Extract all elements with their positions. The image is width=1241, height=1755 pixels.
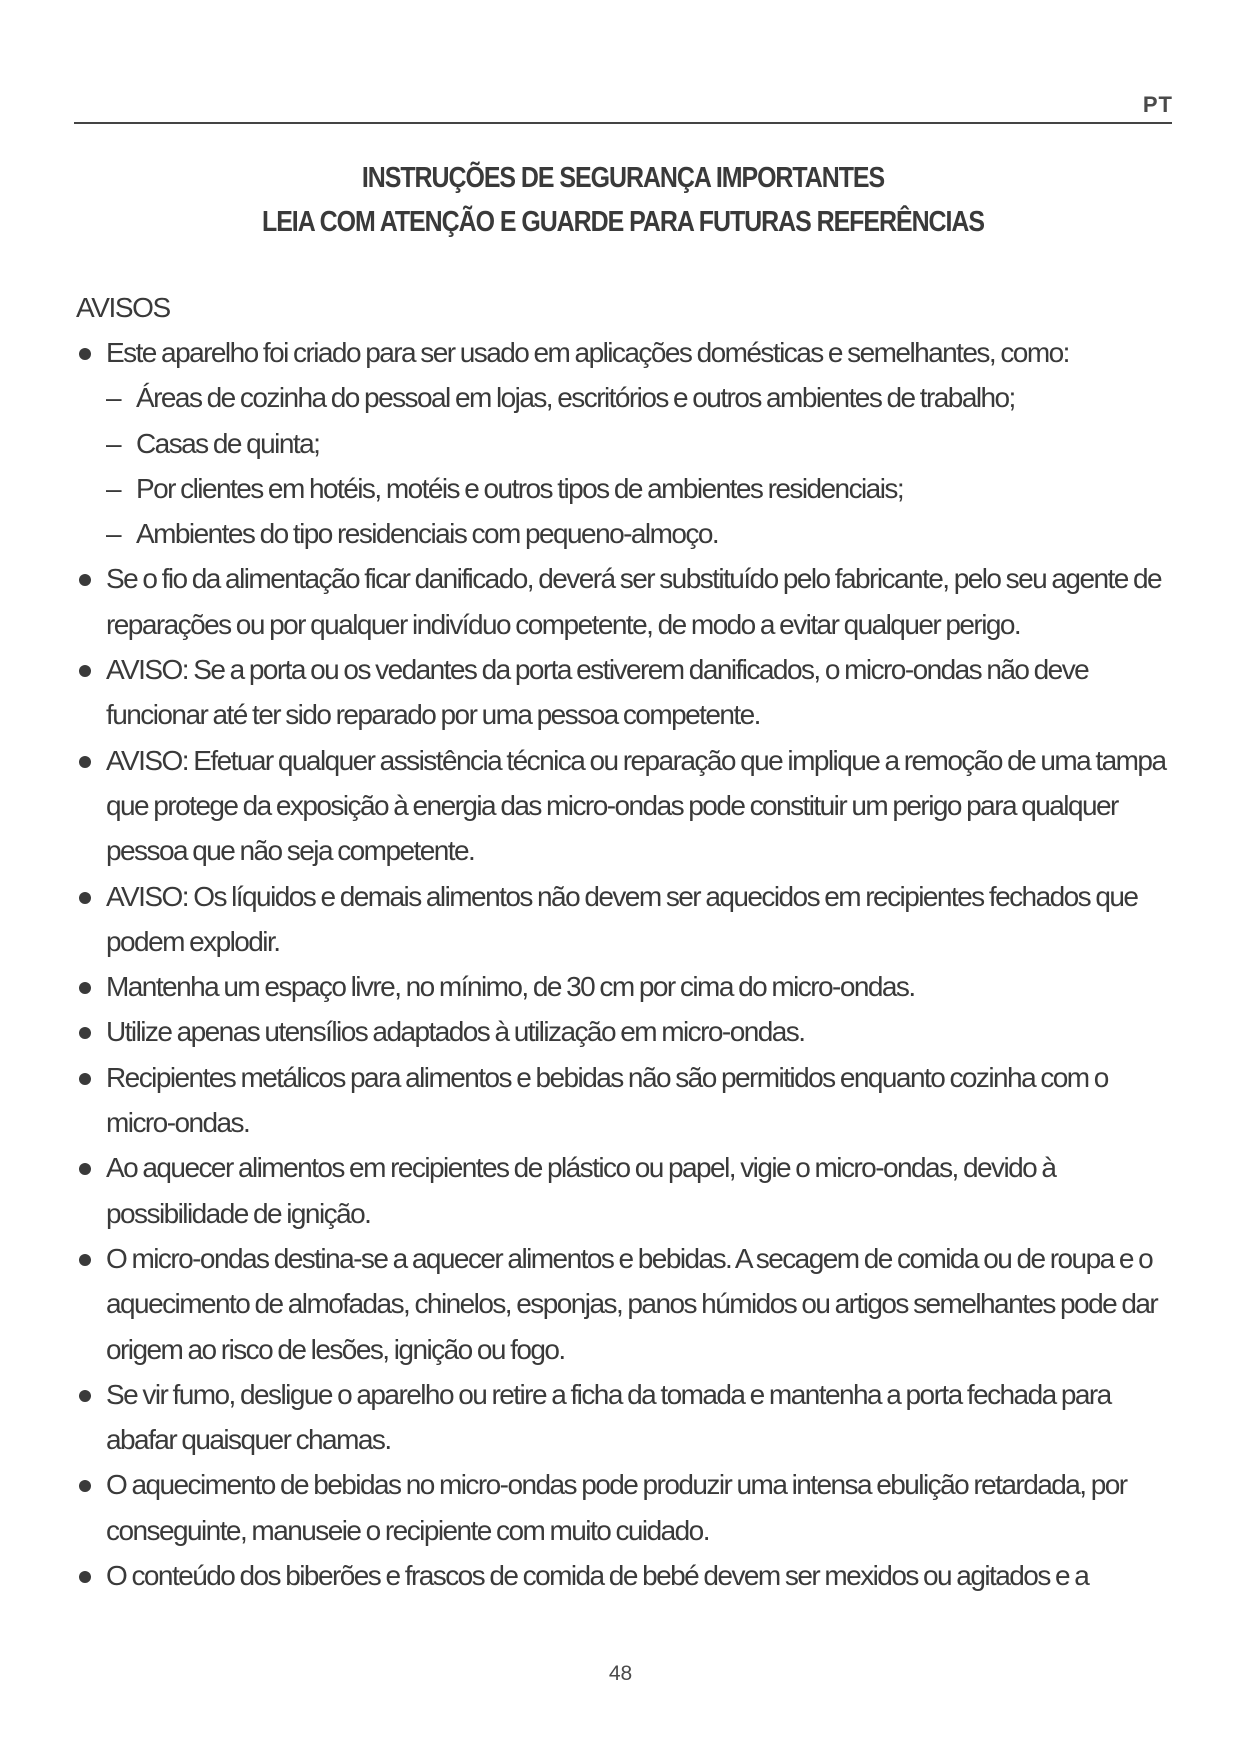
warning-item: Utilize apenas utensílios adaptados à utilização em micro-ondas.: [76, 1009, 1176, 1054]
language-tag: PT: [1142, 92, 1173, 117]
page-number: 48: [608, 1662, 633, 1685]
usage-sublist: [106, 375, 1176, 556]
title-block: [74, 156, 1172, 244]
warning-item: Se o fio da alimentação ficar danificado, deverá ser substituído pelo fabricante, pelo seu agente de reparações ou por qualquer indivíduo competente, de modo a evitar qualquer perigo.: [76, 556, 1176, 647]
warning-text: Este aparelho foi criado para ser usado em aplicações domésticas e semelhantes, como:: [106, 337, 1069, 368]
warning-item: Recipientes metálicos para alimentos e bebidas não são permitidos enquanto cozinha com o micro-ondas.: [76, 1055, 1176, 1146]
warning-item: O micro-ondas destina-se a aquecer alimentos e bebidas. A secagem de comida ou de roupa e o aquecimento de almofadas, chinelos, esponjas, panos húmidos ou artigos semelhantes pode dar origem ao risco de lesões, ignição ou fogo.: [76, 1236, 1176, 1372]
warnings-section: [76, 288, 1176, 1678]
warning-item: O conteúdo dos biberões e frascos de comida de bebé devem ser mexidos ou agitados e a: [76, 1553, 1176, 1598]
warning-item: AVISO: Se a porta ou os vedantes da porta estiverem danificados, o micro-ondas não deve funcionar até ter sido reparado por uma pessoa competente.: [76, 647, 1176, 738]
warning-item: O aquecimento de bebidas no micro-ondas pode produzir uma intensa ebulição retardada, por conseguinte, manuseie o recipiente com muito cuidado.: [76, 1462, 1176, 1553]
usage-subitem: – Áreas de cozinha do pessoal em lojas, escritórios e outros ambientes de trabalho;: [106, 375, 1176, 420]
usage-subitem: – Ambientes do tipo residenciais com pequeno-almoço.: [106, 511, 1176, 556]
warning-item: AVISO: Os líquidos e demais alimentos não devem ser aquecidos em recipientes fechados que podem explodir.: [76, 874, 1176, 965]
warning-item-intro: [76, 330, 1176, 556]
title-line-1: INSTRUÇÕES DE SEGURANÇA IMPORTANTES: [361, 162, 885, 194]
title-line-2: LEIA COM ATENÇÃO E GUARDE PARA FUTURAS REFERÊNCIAS: [261, 206, 985, 238]
warnings-list: [76, 330, 1176, 1598]
section-heading: AVISOS: [76, 292, 170, 323]
warning-item: Mantenha um espaço livre, no mínimo, de 30 cm por cima do micro-ondas.: [76, 964, 1176, 1009]
usage-subitem: – Casas de quinta;: [106, 421, 1176, 466]
warning-item: Se vir fumo, desligue o aparelho ou retire a ficha da tomada e mantenha a porta fechada para abafar quaisquer chamas.: [76, 1372, 1176, 1463]
warning-item: AVISO: Efetuar qualquer assistência técnica ou reparação que implique a remoção de uma tampa que protege da exposição à energia das micro-ondas pode constituir um perigo para qualquer pessoa que não seja competente.: [76, 738, 1176, 874]
warning-item: Ao aquecer alimentos em recipientes de plástico ou papel, vigie o micro-ondas, devido à possibilidade de ignição.: [76, 1145, 1176, 1236]
header-rule: [74, 122, 1172, 124]
usage-subitem: – Por clientes em hotéis, motéis e outros tipos de ambientes residenciais;: [106, 466, 1176, 511]
